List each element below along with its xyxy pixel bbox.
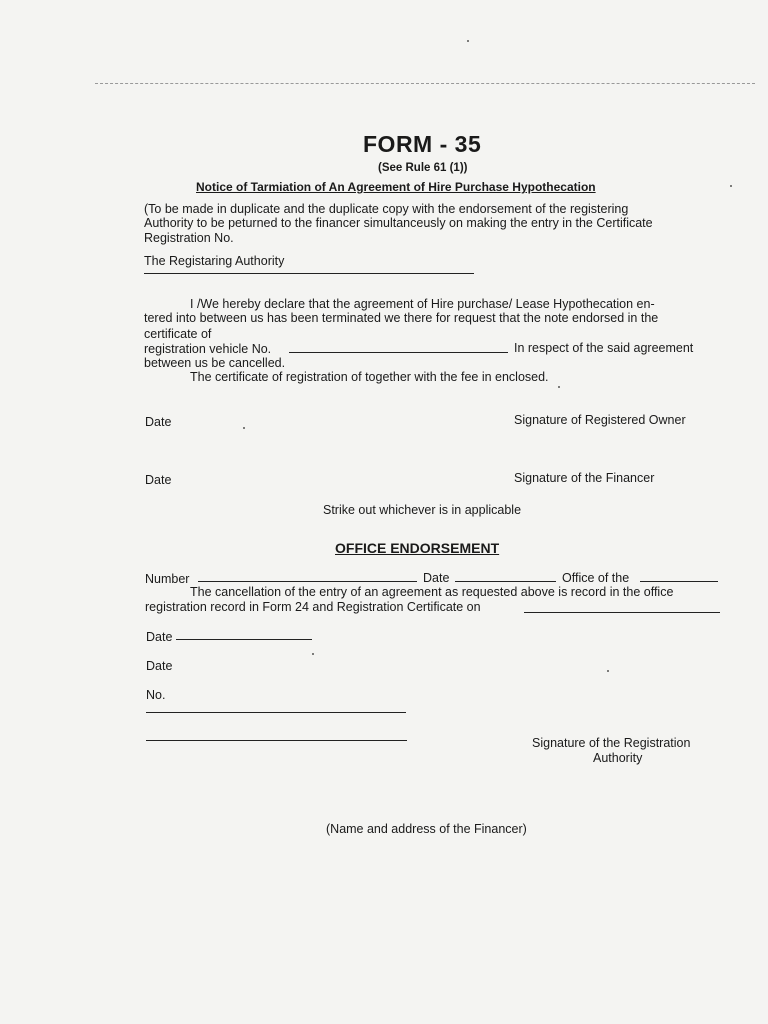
registration-signature-label-1: Signature of the Registration [532,736,691,750]
declaration-line-1: I /We hereby declare that the agreement of Hire purchase/ Lease Hypothecation en- [190,297,655,311]
financer-name-address: (Name and address of the Financer) [326,822,527,836]
endorsement-date-label: Date [423,571,450,585]
cancellation-line-2: registration record in Form 24 and Registration Certificate on [145,600,481,614]
endorsement-date-field[interactable] [455,581,556,582]
owner-date-label: Date [145,415,172,429]
declaration-line-2: tered into between us has been terminated we there for request that the note endorsed in the [144,311,659,325]
instruction-line-1: (To be made in duplicate and the duplicate copy with the endorsement of the registering [144,202,629,216]
addressee-line[interactable] [144,273,474,274]
registration-signature-line[interactable] [146,740,407,741]
scan-speck [607,670,609,672]
office-of-field[interactable] [640,581,718,582]
financer-date-label: Date [145,473,172,487]
office-endorsement-heading: OFFICE ENDORSEMENT [335,540,500,556]
cancelled-text: between us be cancelled. [144,356,286,370]
instruction-line-2: Authority to be peturned to the financer simultanceusly on making the entry in the Certificate [144,216,653,230]
scan-speck [467,40,469,42]
scan-speck [243,427,245,429]
cancellation-line-1: The cancellation of the entry of an agreement as requested above is record in the office [190,585,674,599]
declaration-line-3: certificate of [144,327,212,341]
instruction-line-3: Registration No. [144,231,234,245]
financer-signature-label: Signature of the Financer [514,471,655,485]
scan-speck [558,386,560,388]
number-field[interactable] [198,581,417,582]
no-field[interactable] [146,712,406,713]
vehicle-no-field[interactable] [289,352,508,353]
date-1-label: Date [146,630,173,644]
form-subtitle: Notice of Tarmiation of An Agreement of Hire Purchase Hypothecation [196,180,596,194]
addressee: The Registaring Authority [144,254,285,268]
no-label: No. [146,688,166,702]
certificate-text: The certificate of registration of together with the fee in enclosed. [190,370,549,384]
number-label: Number [145,572,190,586]
registration-signature-label-2: Authority [593,751,643,765]
date-1-field[interactable] [176,639,312,640]
certificate-date-field[interactable] [524,612,720,613]
owner-signature-label: Signature of Registered Owner [514,413,686,427]
strike-out-note: Strike out whichever is in applicable [323,503,522,517]
date-2-label: Date [146,659,173,673]
respect-text: In respect of the said agreement [514,341,694,355]
rule-reference: (See Rule 61 (1)) [378,162,468,174]
form-title: FORM - 35 [363,131,482,157]
top-divider [95,83,755,84]
office-of-label: Office of the [562,571,630,585]
scan-speck [730,185,732,187]
vehicle-no-label: registration vehicle No. [144,342,272,356]
scan-speck [312,653,314,655]
